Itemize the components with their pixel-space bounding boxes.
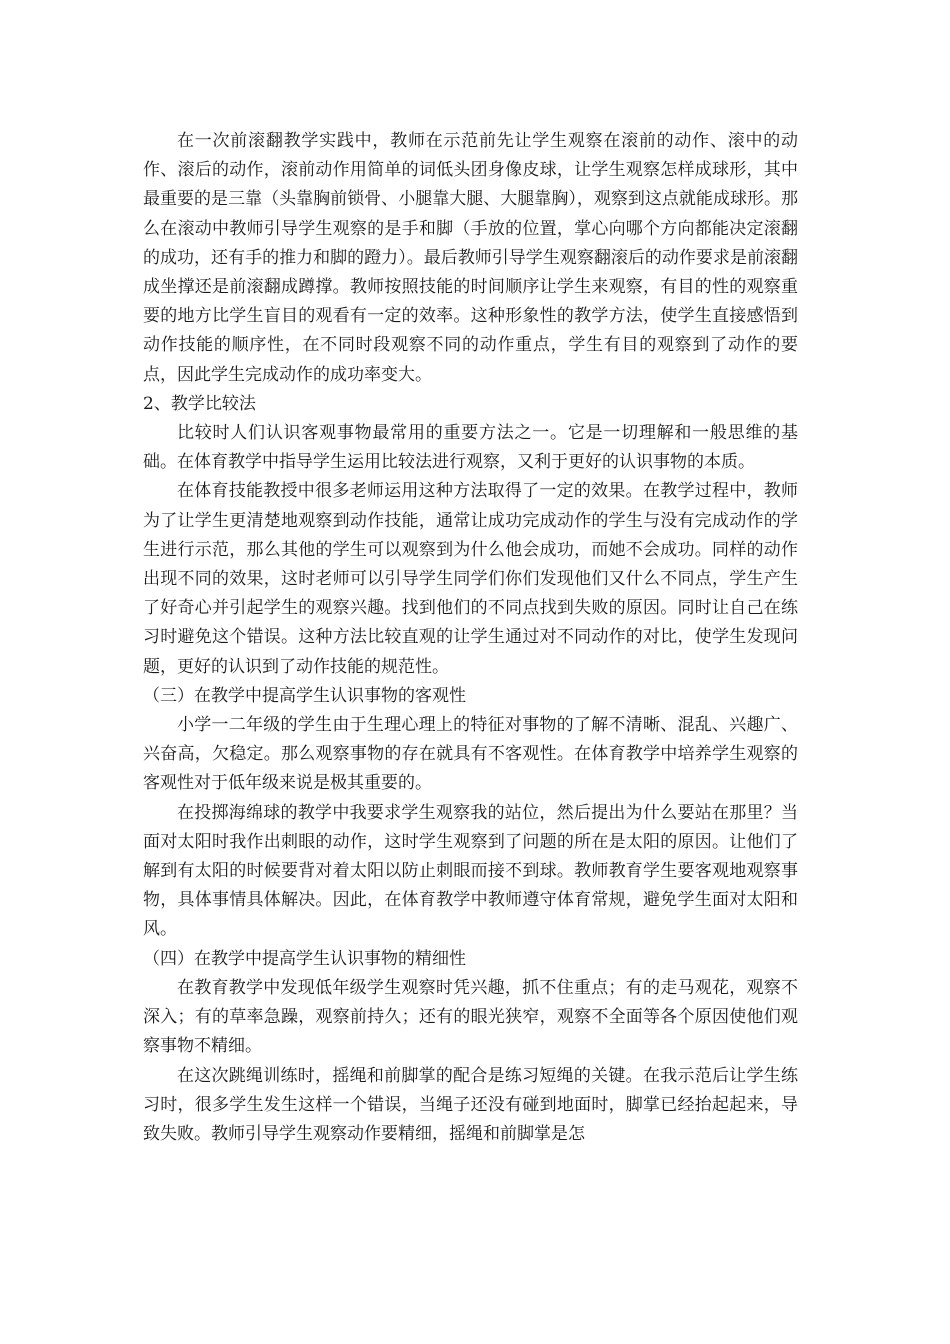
paragraph-jump-rope: 在这次跳绳训练时，摇绳和前脚掌的配合是练习短绳的关键。在我示范后让学生练习时，很多学生发生这样一个错误，当绳子还没有碰到地面时，脚掌已经抬起起来，导致失败。教师引导学生观察动作要精细，摇绳和前脚掌是怎 [143,1065,798,1144]
heading-comparison-method: 2、教学比较法 [143,393,256,414]
paragraph-comparison-practice: 在体育技能教授中很多老师运用这种方法取得了一定的效果。在教学过程中，教师为了让学生更清楚地观察到动作技能，通常让成功完成动作的学生与没有完成动作的学生进行示范，那么其他的学生可以观察到为什么他会成功，而她不会成功。同样的动作出现不同的效果，这时老师可以引导学生同学们你们发现他们又什么不同点，学生产生了好奇心并引起学生的观察兴趣。找到他们的不同点找到失败的原因。同时让自己在练习时避免这个错误。这种方法比较直观的让学生通过对不同动作的对比，使学生发现问题，更好的认识到了动作技能的规范性。 [143,481,798,677]
heading-objectivity: （三）在教学中提高学生认识事物的客观性 [143,685,466,706]
document-page [143,127,798,1149]
paragraph-forward-roll: 在一次前滚翻教学实践中，教师在示范前先让学生观察在滚前的动作、滚中的动作、滚后的动作，滚前动作用简单的词低头团身像皮球，让学生观察怎样成球形，其中最重要的是三靠（头靠胸前锁骨、小腿靠大腿、大腿靠胸），观察到这点就能成球形。那么在滚动中教师引导学生观察的是手和脚（手放的位置，掌心向哪个方向都能决定滚翻的成功，还有手的推力和脚的蹬力）。最后教师引导学生观察翻滚后的动作要求是前滚翻成坐撑还是前滚翻成蹲撑。教师按照技能的时间顺序让学生来观察，有目的性的观察重要的地方比学生盲目的观看有一定的效率。这种形象性的教学方法，使学生直接感悟到动作技能的顺序性，在不同时段观察不同的动作重点，学生有目的观察到了动作的要点，因此学生完成动作的成功率变大。 [143,131,798,385]
paragraph-objectivity-intro: 小学一二年级的学生由于生理心理上的特征对事物的了解不清晰、混乱、兴趣广、兴奋高，欠稳定。那么观察事物的存在就具有不客观性。在体育教学中培养学生观察的客观性对于低年级来说是极其重要的。 [143,715,798,794]
paragraph-sponge-ball: 在投掷海绵球的教学中我要求学生观察我的站位，然后提出为什么要站在那里？当面对太阳时我作出刺眼的动作，这时学生观察到了问题的所在是太阳的原因。让他们了解到有太阳的时候要背对着太阳以防止刺眼而接不到球。教师教育学生要客观地观察事物，具体事情具体解决。因此，在体育教学中教师遵守体育常规，避免学生面对太阳和风。 [143,802,798,940]
paragraph-comparison-intro: 比较时人们认识客观事物最常用的重要方法之一。它是一切理解和一般思维的基础。在体育教学中指导学生运用比较法进行观察，又利于更好的认识事物的本质。 [143,423,798,473]
paragraph-precision-intro: 在教育教学中发现低年级学生观察时凭兴趣，抓不住重点；有的走马观花，观察不深入；有的草率急躁，观察前持久；还有的眼光狭窄，观察不全面等各个原因使他们观察事物不精细。 [143,977,798,1057]
heading-precision: （四）在教学中提高学生认识事物的精细性 [143,948,466,969]
